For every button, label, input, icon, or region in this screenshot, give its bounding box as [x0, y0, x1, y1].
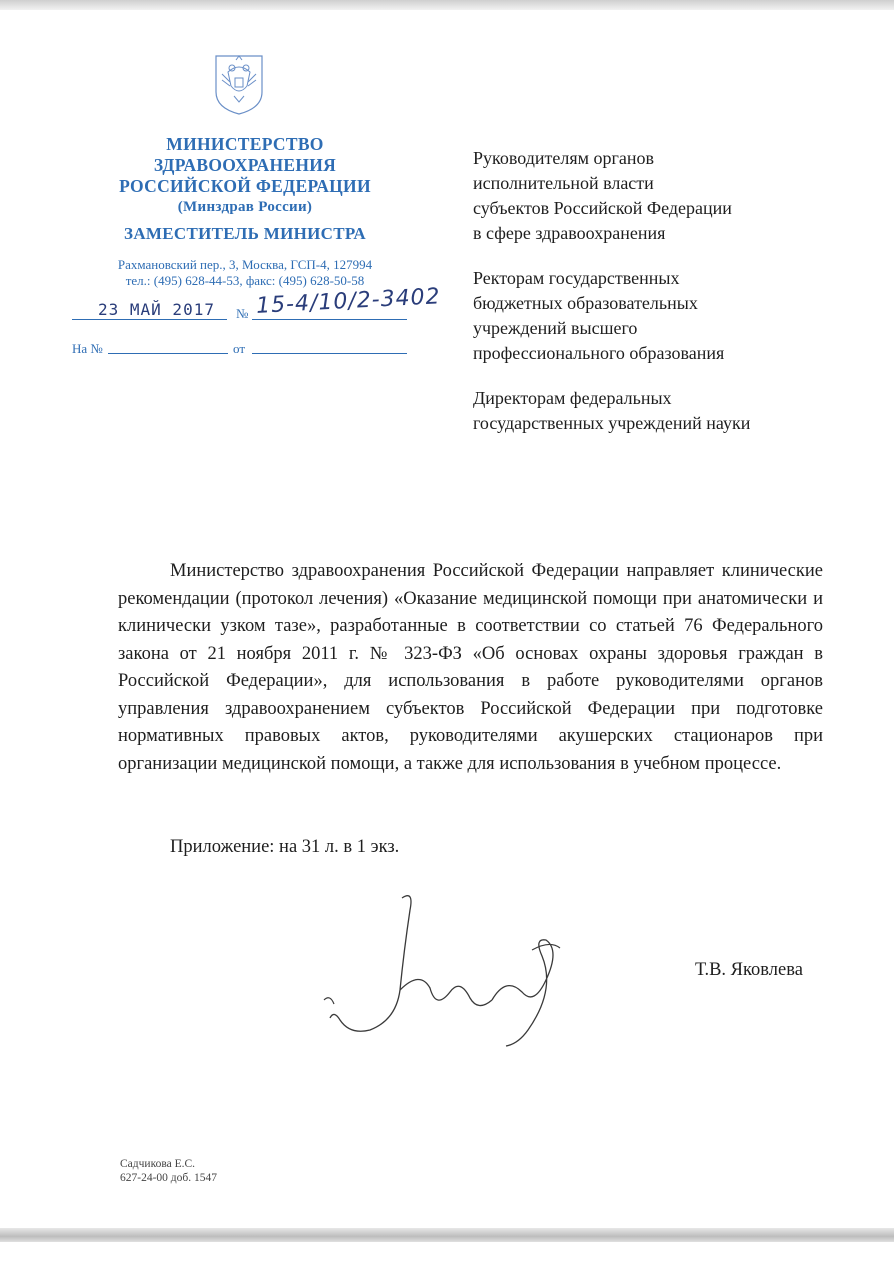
ministry-line: ЗДРАВООХРАНЕНИЯ	[153, 155, 337, 175]
addressees-block	[473, 146, 873, 456]
addressee-line: Ректорам государственных	[473, 268, 680, 288]
addressee-line: субъектов Российской Федерации	[473, 198, 732, 218]
scan-edge-top	[0, 0, 894, 10]
ministry-name	[90, 134, 400, 218]
body-paragraph: Министерство здравоохранения Российской Федерации направляет клинические рекомендации (протокол лечения) «Оказание медицинской помощи при анатомически и клинически узком тазе», разработанные в соответствии со статьей 76 Федерального закона от 21 ноября 2011 г. № 323-ФЗ «Об основах охраны здоровья граждан в Российской Федерации», для использования в работе руководителями органов управления здравоохранением субъектов Российской Федерации при подготовке нормативных правовых актов, руководителями акушерских стационаров при организации медицинской помощи, а также для использования в учебном процессе.	[118, 561, 823, 774]
attachment-note: Приложение: на 31 л. в 1 экз.	[170, 837, 400, 857]
coat-of-arms-icon	[210, 52, 268, 116]
addressee-group	[473, 266, 873, 366]
executor-name: Садчикова Е.С.	[120, 1158, 196, 1170]
ministry-line: МИНИСТЕРСТВО	[166, 134, 324, 154]
executor-block	[120, 1157, 217, 1185]
addressee-line: Руководителям органов	[473, 148, 655, 168]
addressee-line: бюджетных образовательных	[473, 293, 698, 313]
ministry-line: РОССИЙСКОЙ ФЕДЕРАЦИИ	[119, 176, 371, 196]
from-label: от	[233, 341, 246, 356]
addressee-group	[473, 386, 873, 436]
address: Рахмановский пер., 3, Москва, ГСП-4, 127994	[117, 257, 373, 272]
handwritten-signature	[310, 880, 610, 1060]
registration-number: 15-4/10/2-3402	[255, 284, 442, 319]
position-title: ЗАМЕСТИТЕЛЬ МИНИСТРА	[124, 224, 366, 243]
ministry-short-name: (Минздрав России)	[177, 199, 313, 215]
addressee-line: в сфере здравоохранения	[473, 223, 666, 243]
addressee-line: государственных учреждений науки	[473, 413, 751, 433]
contact-block	[90, 257, 400, 289]
addressee-line: Директорам федеральных	[473, 388, 672, 408]
reference-underline	[108, 353, 228, 354]
addressee-line: исполнительной власти	[473, 173, 654, 193]
number-underline	[252, 319, 407, 320]
addressee-group	[473, 146, 873, 246]
from-underline	[252, 353, 407, 354]
reference-label: На №	[72, 341, 103, 356]
addressee-line: профессионального образования	[473, 343, 725, 363]
executor-phone: 627-24-00 доб. 1547	[120, 1172, 217, 1184]
number-label: №	[236, 306, 249, 321]
phone-fax: тел.: (495) 628-44-53, факс: (495) 628-50-58	[125, 273, 365, 288]
addressee-line: учреждений высшего	[473, 318, 638, 338]
signer-name: Т.В. Яковлева	[695, 960, 803, 980]
date-stamp: 23 МАЙ 2017	[98, 300, 215, 319]
date-underline	[72, 319, 227, 320]
letter-body	[118, 558, 823, 778]
scan-edge-bottom	[0, 1228, 894, 1242]
